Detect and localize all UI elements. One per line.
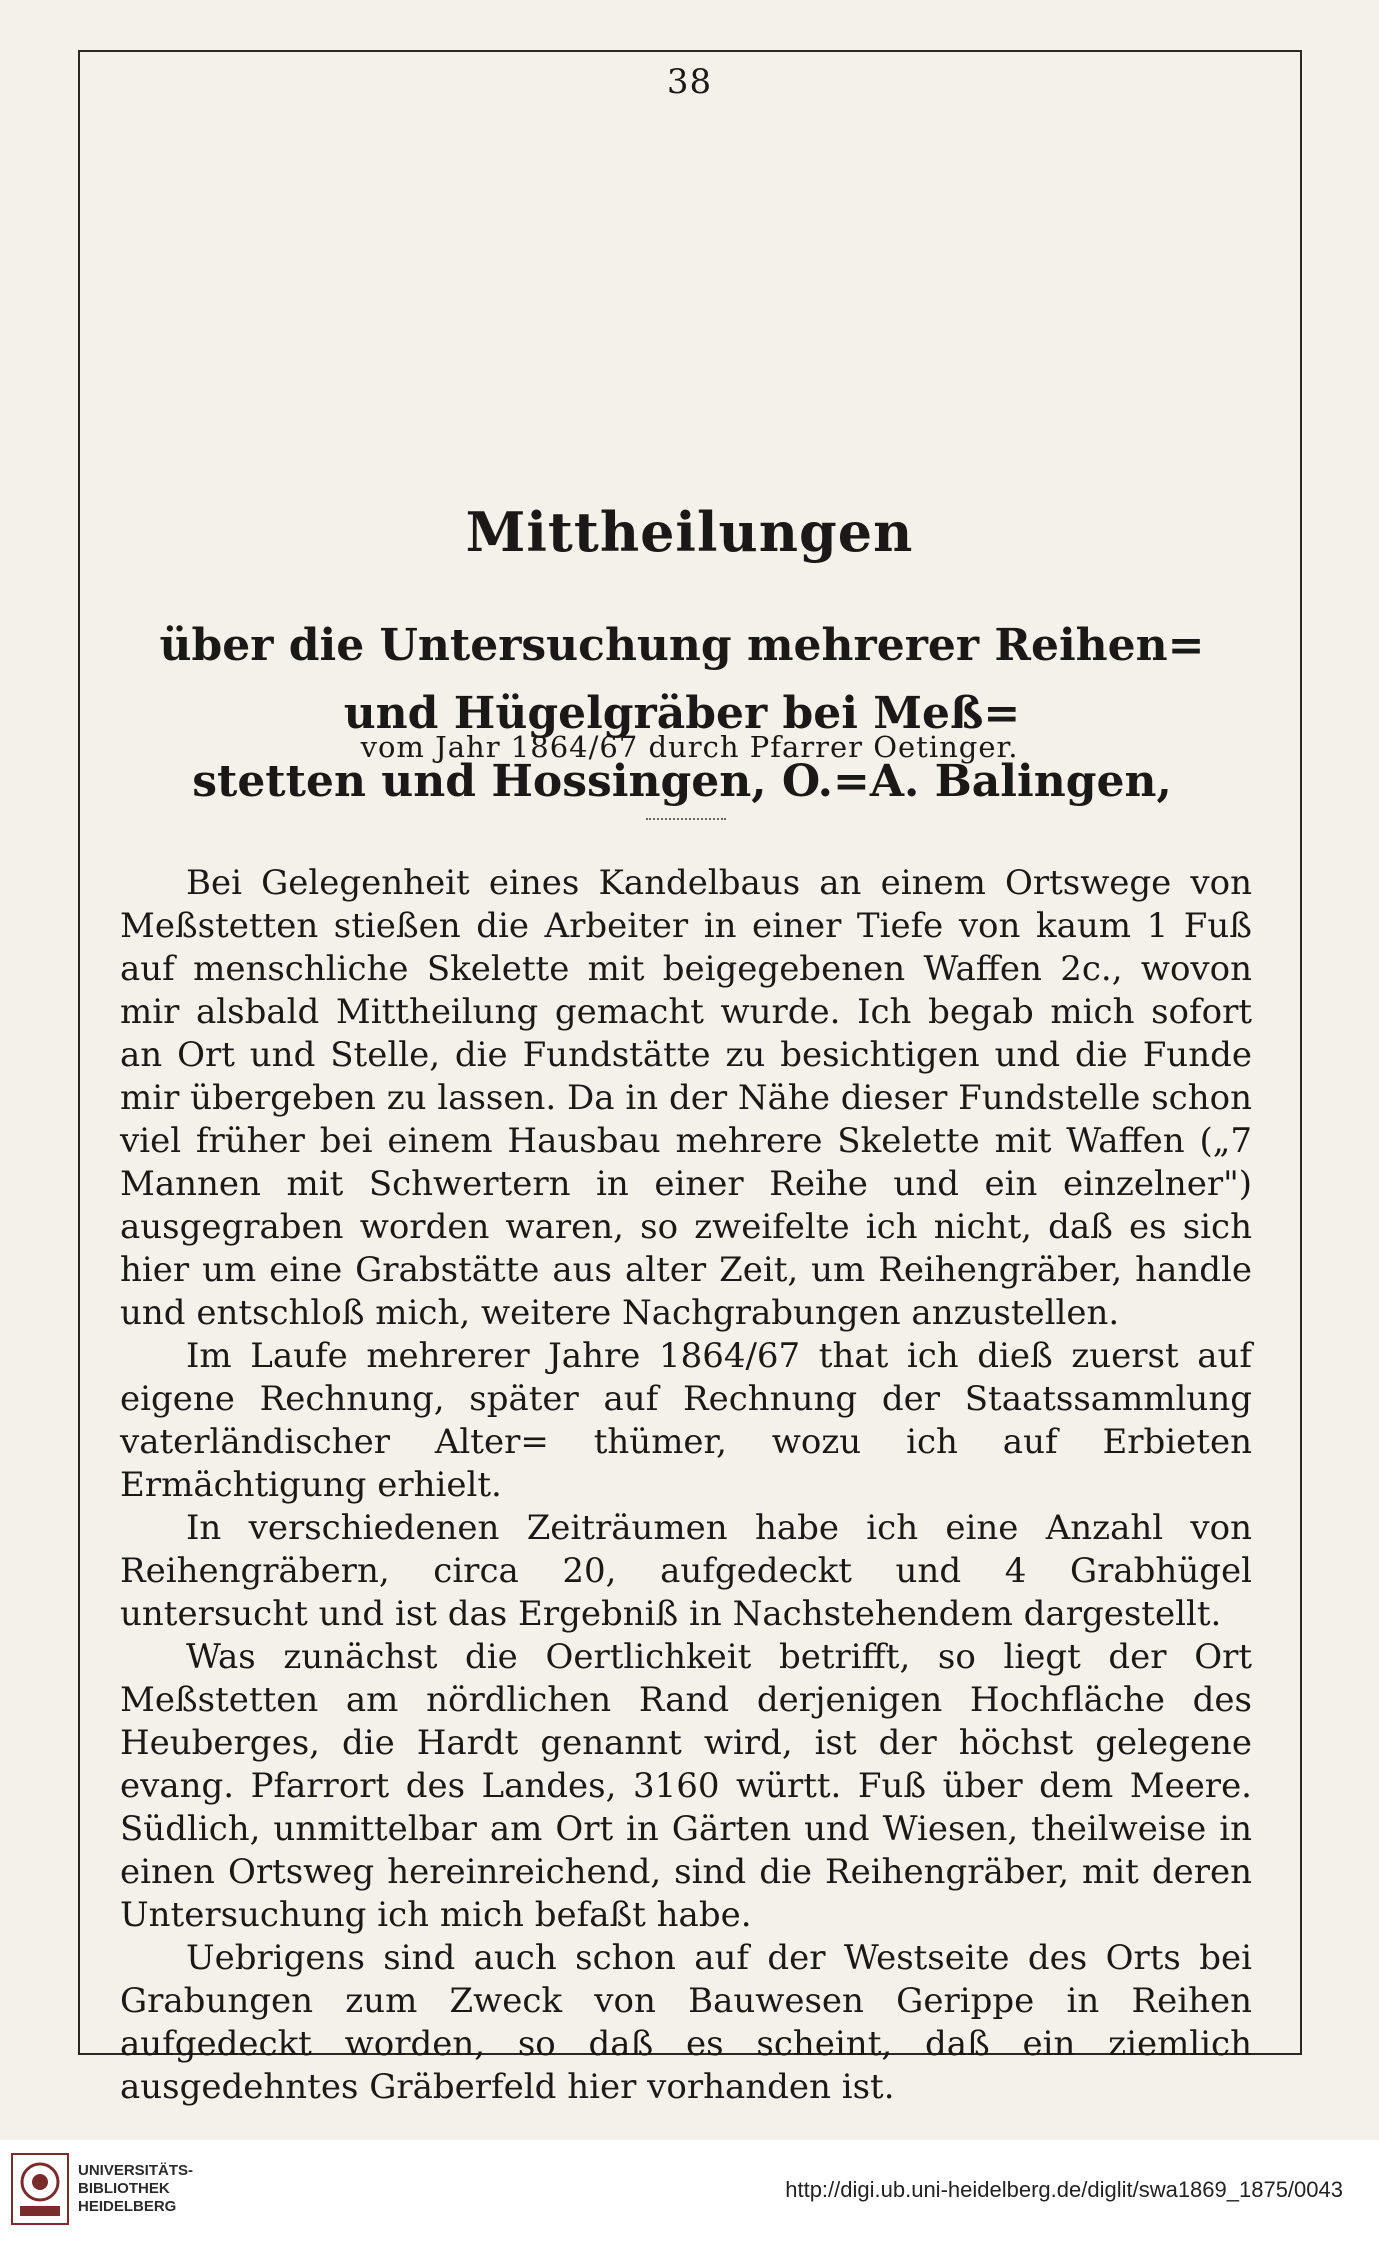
subtitle-line-2: stetten und Hossingen, O.=A. Balingen, — [192, 756, 1172, 807]
paragraph: In verschiedenen Zeiträumen habe ich eine Anzahl von Reihengräbern, circa 20, aufgedeckt und 4 Grabhügel untersucht und ist das Ergebniß in Nachstehendem dargestellt. — [120, 1508, 1252, 1634]
article-subtitle — [112, 612, 1252, 816]
library-name-line: HEIDELBERG — [78, 2198, 177, 2215]
library-seal-icon — [10, 2152, 70, 2226]
decorative-rule — [646, 810, 726, 820]
author-byline: vom Jahr 1864/67 durch Pfarrer Oetinger. — [360, 730, 1019, 764]
paragraph: Was zunächst die Oertlichkeit betrifft, so liegt der Ort Meßstetten am nördlichen Rand derjenigen Hochfläche des Heuberges, die Hardt genannt wird, ist der höchst gelegene evang. Pfarrort des Landes, 3160 württ. Fuß über dem Meere. Südlich, unmittelbar am Ort in Gärten und Wiesen, theilweise in einen Ortsweg hereinreichend, sind die Reihengräber, mit deren Untersuchung ich mich befaßt habe. — [120, 1637, 1252, 1935]
page-number: 38 — [666, 62, 713, 102]
permalink-url[interactable]: http://digi.ub.uni-heidelberg.de/diglit/swa1869_1875/0043 — [785, 2177, 1343, 2202]
library-name-line: UNIVERSITÄTS- — [78, 2162, 194, 2179]
paragraph: Uebrigens sind auch schon auf der Westseite des Orts bei Grabungen zum Zweck von Bauwesen Gerippe in Reihen aufgedeckt worden, so daß es scheint, daß ein ziemlich ausgedehntes Gräberfeld hier vorhanden ist. — [120, 1938, 1252, 2107]
library-name-line: BIBLIOTHEK — [78, 2180, 170, 2197]
subtitle-line-1: über die Untersuchung mehrerer Reihen= und Hügelgräber bei Meß= — [159, 620, 1205, 739]
library-name — [78, 2162, 248, 2216]
paragraph: Im Laufe mehrerer Jahre 1864/67 that ich dieß zuerst auf eigene Rechnung, später auf Rechnung der Staatssammlung vaterländischer Alter= thümer, wozu ich auf Erbieten Ermächtigung erhielt. — [120, 1336, 1252, 1505]
article-title: Mittheilungen — [465, 500, 914, 564]
library-logo-icon — [10, 2152, 70, 2226]
paragraph: Bei Gelegenheit eines Kandelbaus an einem Ortswege von Meßstetten stießen die Arbeiter in einer Tiefe von kaum 1 Fuß auf menschliche Skelette mit beigegebenen Waffen 2c., wovon mir alsbald Mittheilung gemacht wurde. Ich begab mich sofort an Ort und Stelle, die Fundstätte zu besichtigen und die Funde mir übergeben zu lassen. Da in der Nähe dieser Fundstelle schon viel früher bei einem Hausbau mehrere Skelette mit Waffen („7 Mannen mit Schwertern in einer Reihe und ein einzelner") ausgegraben worden waren, so zweifelte ich nicht, daß es sich hier um eine Grabstätte aus alter Zeit, um Reihengräber, handle und entschloß mich, weitere Nachgrabungen anzustellen. — [120, 863, 1252, 1333]
article-body — [120, 862, 1252, 2109]
